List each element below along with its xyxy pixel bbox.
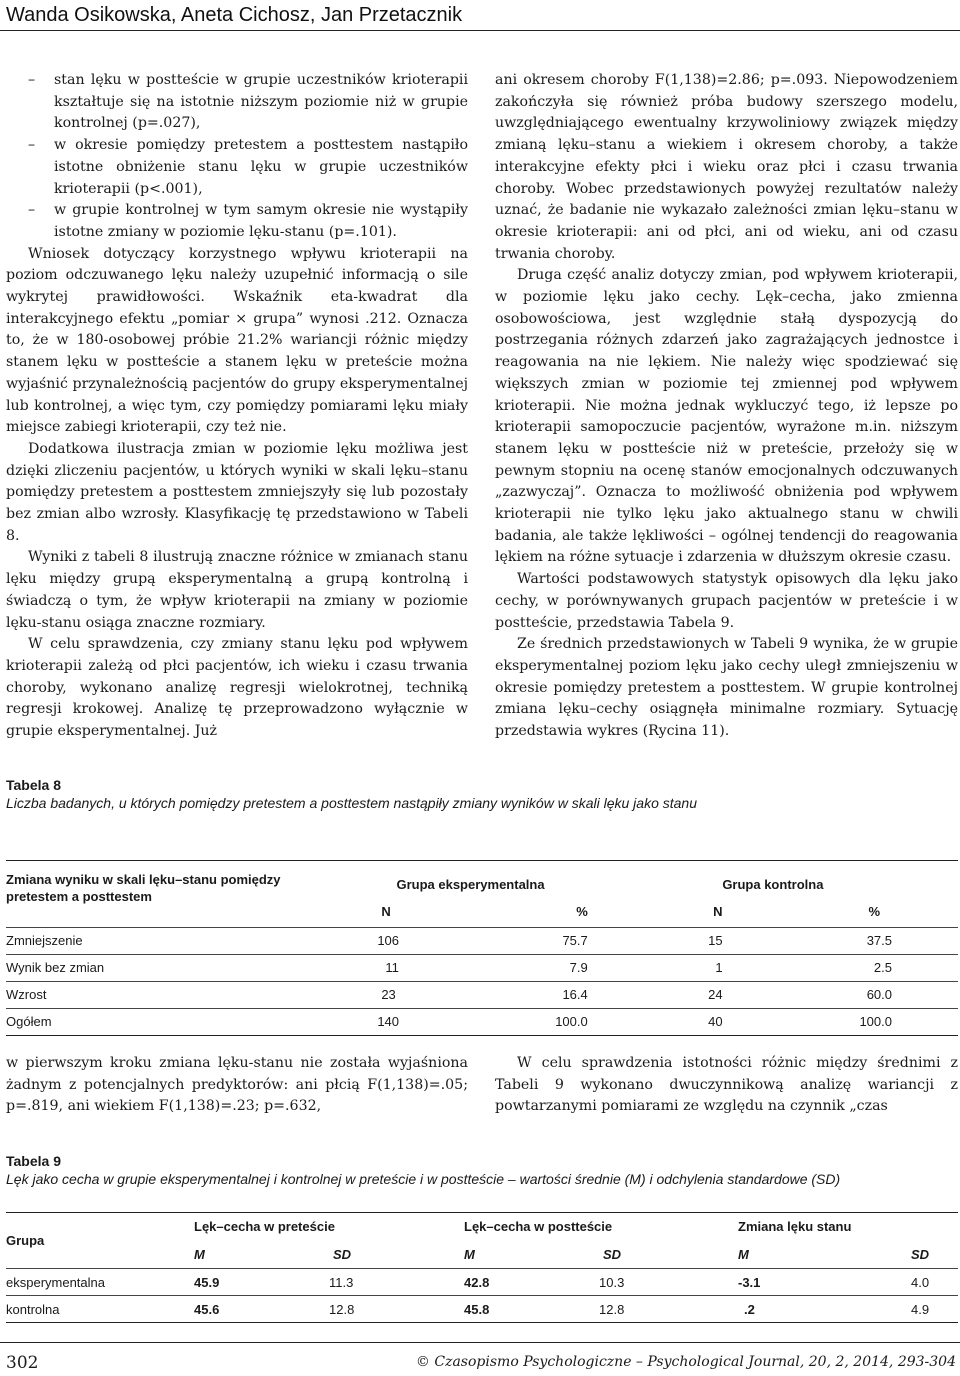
cell: 2.5: [873, 960, 892, 975]
cell: 11.3: [329, 1274, 354, 1290]
page-number: 302: [6, 1353, 39, 1373]
paragraph: W celu sprawdzenia istotności różnic między średnimi z Tabeli 9 wykonano dwuczynnikową analizę wariancji z powtarzanymi pomiarami ze względu na czynnik „czas: [495, 1055, 958, 1115]
table8-title: Liczba badanych, u których pomiędzy pretestem a posttestem nastąpiły zmiany wyników w skali lęku jako stanu: [6, 795, 697, 811]
table-row: [6, 1296, 958, 1323]
table-row: [6, 1008, 958, 1035]
cell: 106: [377, 933, 400, 948]
cell: 15: [708, 933, 723, 948]
cell: Wynik bez zmian: [6, 960, 105, 975]
col-pct: %: [576, 904, 588, 920]
cell: 12.8: [329, 1301, 355, 1317]
table9-title: Lęk jako cecha w grupie eksperymentalnej i kontrolnej w preteście i w postteście – wartości średnie (M) i odchylenia standardowe (SD): [6, 1171, 841, 1187]
cell: -3.1: [738, 1274, 761, 1290]
paragraph: Wartości podstawowych statystyk opisowych dla lęku jako cechy, w porównywanych grupach pacjentów w preteście i w postteście, przedstawia Tabela 9.: [495, 571, 958, 631]
table8-group-ctrl: Grupa kontrolna: [722, 876, 824, 892]
cell: 140: [377, 1014, 400, 1029]
cell: 45.6: [194, 1301, 220, 1317]
cell: 23: [381, 987, 396, 1002]
table9-head: Zmiana lęku stanu: [738, 1219, 852, 1235]
cell: 60.0: [866, 987, 892, 1002]
table8: [6, 860, 958, 1036]
cell: eksperymentalna: [6, 1274, 105, 1290]
table-row: [6, 1269, 958, 1296]
table9-col-group: Grupa: [6, 1233, 45, 1248]
table9-caption: [6, 1152, 840, 1188]
paragraph: ani okresem choroby F(1,138)=2.86; p=.093. Niepowodzeniem zakończyła się również próba budowy szerszego modelu, uwzględniającego ewentualny krzywoliniowy związek między zmianą lęku–stanu a wiekiem i okresem choroby, a także interakcyjne efekty płci i wieku oraz płci i czasu trwania choroby. Wobec przedstawionych powyżej rezultatów należy uznać, że badanie nie wykazało zależności zmian lęku–stanu w okresie krioterapii: ani od płci, ani od wieku, ani od czasu trwania choroby.: [495, 72, 958, 262]
cell: 1: [715, 960, 723, 975]
cell: Zmniejszenie: [6, 933, 83, 948]
cell: 11: [385, 960, 399, 975]
right-column: [495, 70, 958, 743]
bullet-item: – w grupie kontrolnej w tym samym okresie nie wystąpiły istotne zmiany w poziomie lęku-stanu (p=.101).: [28, 202, 468, 240]
paragraph: Druga część analiz dotyczy zmian, pod wpływem krioterapii, w poziomie lęku jako cechy. Lęk–cecha, jako zmienna osobowościowa, jest względnie stałą dyspozycją do postrzegania różnych zdarzeń jako zagrażających jednostce i reagowania na nie lękiem. Nie należy więc spodziewać się większych zmian w poziomie tej zmiennej pod wpływem krioterapii. Nie można jednak wykluczyć tego, iż lepsze po krioterapii samopoczucie pacjentów, wyrażone m.in. niższym stanem lęku w postteście niż w preteście, przełoży się w pewnym stopniu na ocenę stanów emocjonalnych odczuwanych „zazwyczaj”. Oznacza to możliwość obniżenia pod wpływem krioterapii nie tylko lęku jako aktualnego stanu w chwili badania, ale także lękliwości – ogólnej tendencji do reagowania lękiem na różne sytuacje i zdarzenia w dłuższym okresie czasu.: [495, 267, 958, 566]
paragraph: w pierwszym kroku zmiana lęku-stanu nie została wyjaśniona żadnym z potencjalnych predyktorów: ani płcią F(1,138)=.05; p=.819, ani wiekiem F(1,138)=.23; p=.632,: [6, 1055, 468, 1115]
bullet-item: – stan lęku w postteście w grupie uczestników krioterapii kształtuje się na istotnie niższym poziomie niż w grupie kontrolnej (p=.027),: [28, 72, 468, 132]
table9-head: Lęk–cecha w preteście: [194, 1219, 335, 1235]
cell: 75.7: [562, 933, 588, 948]
cell: .2: [744, 1301, 755, 1317]
cell: 7.9: [569, 960, 588, 975]
cell: 37.5: [866, 933, 892, 948]
table-row: [6, 954, 958, 981]
cell: kontrolna: [6, 1301, 60, 1317]
table8-caption: [6, 776, 697, 812]
cell: 12.8: [599, 1301, 625, 1317]
bullet-item: – w okresie pomiędzy pretestem a posttestem nastąpiło istotne obniżenie stanu lęku w grupie uczestników krioterapii (p<.001),: [28, 137, 468, 197]
table9-head: Lęk–cecha w postteście: [464, 1219, 613, 1235]
cell: 42.8: [464, 1274, 490, 1290]
left-column: [6, 70, 468, 743]
paragraph: Dodatkowa ilustracja zmian w poziomie lęku możliwa jest dzięki zliczeniu pacjentów, u których wyniki w skali lęku–stanu pomiędzy pretestem a posttestem zmniejszyły się lub pozostały bez zmian albo wzrosły. Klasyfikację tę przedstawiono w Tabeli 8.: [6, 440, 468, 544]
table8-rowheader: Zmiana wyniku w skali lęku–stanu pomiędzy pretestem a posttestem: [6, 872, 281, 904]
col-m: M: [738, 1246, 749, 1262]
bullet-text: w okresie pomiędzy pretestem a posttestem nastąpiło istotne obniżenie stanu lęku w grupie uczestników krioterapii (p<.001),: [54, 137, 468, 197]
table9-label: Tabela 9: [6, 1153, 61, 1169]
journal-citation: © Czasopismo Psychologiczne – Psychological Journal, 20, 2, 2014, 293-304: [415, 1354, 956, 1370]
col-sd: SD: [911, 1246, 930, 1262]
cell: 100.0: [859, 1014, 892, 1029]
cell: 4.0: [911, 1274, 930, 1290]
col-pct: %: [868, 904, 880, 920]
bullet-text: stan lęku w postteście w grupie uczestników krioterapii kształtuje się na istotnie niższym poziomie niż w grupie kontrolnej (p=.027),: [54, 72, 468, 132]
cell: 45.8: [464, 1301, 490, 1317]
table8-group-exp: Grupa eksperymentalna: [396, 876, 545, 892]
col-m: M: [194, 1246, 205, 1262]
col-sd: SD: [333, 1246, 352, 1262]
cell: 40: [708, 1014, 723, 1029]
cell: Ogółem: [6, 1014, 52, 1029]
header-authors: Wanda Osikowska, Aneta Cichosz, Jan Przetacznik: [6, 4, 463, 26]
col-n: N: [713, 904, 723, 920]
table8-label: Tabela 8: [6, 777, 61, 793]
bullet-text: w grupie kontrolnej w tym samym okresie nie wystąpiły istotne zmiany w poziomie lęku-stanu (p=.101).: [54, 202, 468, 240]
paragraph: Wyniki z tabeli 8 ilustrują znaczne różnice w zmianach stanu lęku między grupą eksperymentalną a grupą kontrolną i świadczą o tym, że wpływ krioterapii na zmiany w poziomie lęku-stanu osiąga znaczne rozmiary.: [6, 549, 468, 631]
cell: Wzrost: [6, 987, 47, 1002]
cell: 16.4: [562, 987, 588, 1002]
table-row: [6, 981, 958, 1008]
paragraph: Wniosek dotyczący korzystnego wpływu krioterapii na poziom odczuwanego lęku należy uzupełnić informacją o sile wykrytej prawidłowości. Wskaźnik eta-kwadrat dla interakcyjnego efektu „pomiar × grupa” wynosi .212. Oznacza to, że w 180-osobowej próbie 21.2% wariancji różnic między stanem lęku w postteście a stanem lęku w preteście można wyjaśnić przynależnością pacjentów do grupy eksperymentalnej lub kontrolnej, a więc tym, czy pomiędzy pomiarami lęku miały miejsce zabiegi krioterapii, czy też nie.: [6, 245, 468, 436]
paragraph: Ze średnich przedstawionych w Tabeli 9 wynika, że w grupie eksperymentalnej poziom lęku jako cechy uległ zmniejszeniu w okresie pomiędzy pretestem a posttestem. W grupie kontrolnej zmiana lęku–cechy osiągnęła minimalne rozmiary. Sytuację przedstawia wykres (Rycina 11).: [495, 636, 958, 740]
paragraph: W celu sprawdzenia, czy zmiany stanu lęku pod wpływem krioterapii zależą od płci pacjentów, ich wieku i czasu trwania choroby, wykonano analizę regresji wielokrotnej, techniką regresji krokowej. Analizę tę przeprowadzono wyłącznie w grupie eksperymentalnej. Już: [6, 636, 468, 740]
col-n: N: [381, 904, 391, 920]
col-sd: SD: [603, 1246, 622, 1262]
table9: [6, 1212, 958, 1323]
cell: 24: [708, 987, 723, 1002]
cell: 100.0: [555, 1014, 588, 1029]
cell: 10.3: [599, 1274, 625, 1290]
running-header: [0, 0, 960, 31]
cell: 45.9: [194, 1274, 220, 1290]
col-m: M: [464, 1246, 475, 1262]
table-row: [6, 927, 958, 954]
page-footer: [0, 1342, 960, 1376]
cell: 4.9: [911, 1301, 930, 1317]
